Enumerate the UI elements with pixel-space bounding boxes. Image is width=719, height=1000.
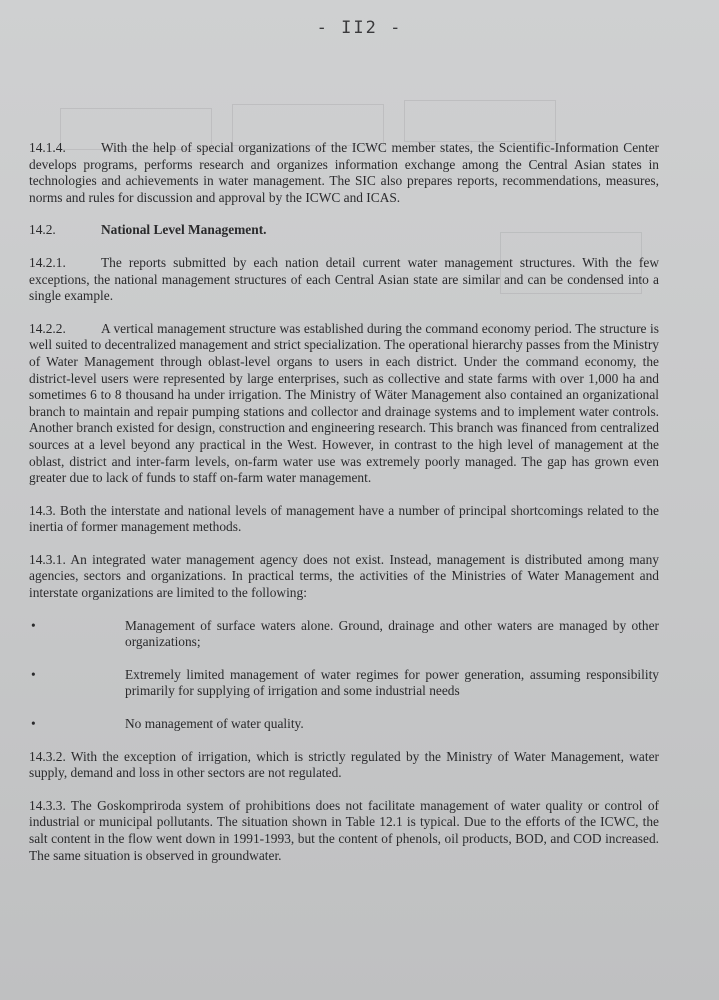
section-title: National Level Management. [101, 222, 267, 238]
document-body [29, 140, 659, 880]
heading-14-2 [29, 222, 659, 239]
section-number: 14.2.2. [29, 320, 66, 336]
paragraph-14-2-1 [29, 255, 659, 305]
paragraph-14-3-1: 14.3.1. An integrated water management agency does not exist. Instead, management is distributed among many agencies, sectors and organizations. In practical terms, the activities of the Ministries of Water Management and interstate organizations are limited to the following: [29, 551, 659, 601]
paragraph-text: With the help of special organizations of the ICWC member states, the Scientific-Information Center develops programs, performs research and organizes information exchange among the Central Asian states in technologies and achievements in water management. The SIC also prepares reports, recommendations, measures, norms and rules for discussion and approval by the ICWC and ICAS. [29, 140, 659, 205]
paragraph-14-3-2: 14.3.2. With the exception of irrigation, which is strictly regulated by the Ministry of Water Management, water supply, demand and loss in other sectors are not regulated. [29, 748, 659, 781]
paragraph-14-3: 14.3. Both the interstate and national levels of management have a number of principal shortcomings related to the inertia of former management methods. [29, 502, 659, 535]
paragraph-14-1-4 [29, 140, 659, 206]
list-item [29, 667, 659, 700]
paragraph-text: The reports submitted by each nation detail current water management structures. With the few exceptions, the national management structures of each Central Asian state are similar and can be condensed into a single example. [29, 254, 659, 304]
bullet-icon: • [31, 716, 36, 732]
bullet-icon: • [31, 666, 36, 682]
section-number: 14.1.4. [29, 140, 66, 155]
paragraph-14-3-3: 14.3.3. The Goskompriroda system of prohibitions does not facilitate management of water quality or control of industrial or municipal pollutants. The situation shown in Table 12.1 is typical. Due to the efforts of the ICWC, the salt content in the flow went down in 1991-1993, but the content of phenols, oil products, BOD, and COD increased. The same situation is observed in groundwater. [29, 797, 659, 863]
list-item [29, 618, 659, 651]
section-number: 14.2.1. [29, 254, 66, 270]
paragraph-14-2-2 [29, 321, 659, 487]
list-item [29, 716, 659, 733]
bullet-list [29, 618, 659, 733]
list-item-text: Management of surface waters alone. Ground, drainage and other waters are managed by other organizations; [125, 617, 659, 650]
list-item-text: No management of water quality. [125, 716, 304, 732]
bullet-icon: • [31, 617, 36, 633]
list-item-text: Extremely limited management of water regimes for power generation, assuming responsibility primarily for supplying of irrigation and some industrial needs [125, 666, 659, 699]
paragraph-text: A vertical management structure was established during the command economy period. The structure is well suited to decentralized management and strict specialization. The operational hierarchy passes from the Ministry of Water Management through oblast-level organs to users in each district. Under the command economy, the district-level users were represented by large enterprises, such as collective and state farms with over 1,000 ha and sometimes 6 to 8 thousand ha under irrigation. The Ministry of Wäter Management also contained an organizational branch to maintain and repair pumping stations and collector and drainage systems and to implement water controls. Another branch existed for design, construction and engineering research. This branch was financed from centralized sources at a level beyond any practical in the West. However, in contrast to the high level of management at the oblast, district and inter-farm levels, on-farm water use was extremely poorly managed. The gap has grown even greater due to lack of funds to staff on-farm water management. [29, 320, 659, 486]
page-number: - II2 - [316, 18, 403, 38]
show-through-box [404, 100, 556, 142]
section-number: 14.2. [29, 222, 56, 238]
